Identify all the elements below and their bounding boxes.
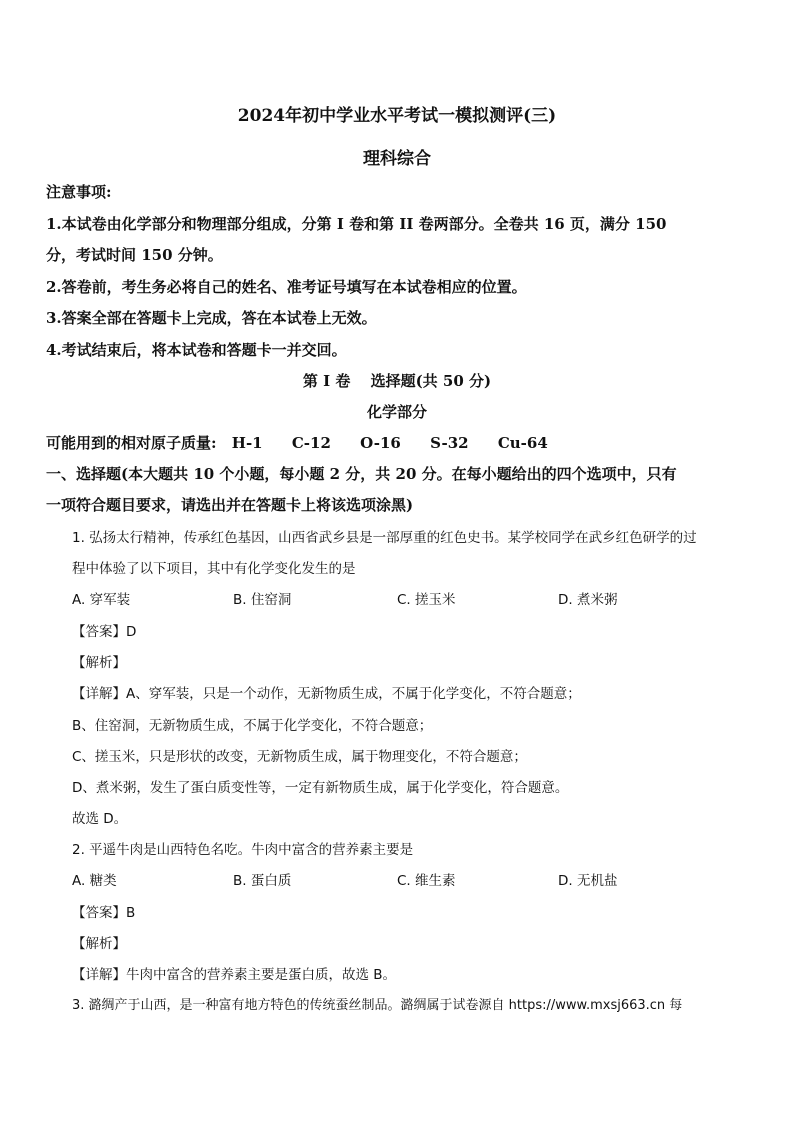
q1-option-c: C. 搓玉米 bbox=[397, 592, 456, 608]
atomic-mass-h: H-1 bbox=[231, 434, 263, 452]
q2-option-d: D. 无机盐 bbox=[558, 873, 618, 889]
q3-stem: 3. 潞绸产于山西，是一种富有地方特色的传统蚕丝制品。潞绸属于试卷源自 https://www.mxsj663.cn 每 bbox=[72, 998, 683, 1013]
atomic-mass-s: S-32 bbox=[430, 434, 469, 452]
q1-detail-line-1 bbox=[72, 682, 581, 702]
q2-options bbox=[0, 869, 794, 889]
notice-item-1-line-2: 分，考试时间 150 分钟。 bbox=[46, 246, 223, 264]
q2-option-c: C. 维生素 bbox=[397, 873, 456, 889]
q2-detail-text: 牛肉中富含的营养素主要是蛋白质，故选 B。 bbox=[126, 967, 397, 983]
atomic-mass-cu: Cu-64 bbox=[497, 434, 548, 452]
q1-answer bbox=[72, 620, 136, 640]
notice-item-4: 4.考试结束后，将本试卷和答题卡一并交回。 bbox=[46, 341, 347, 359]
q2-answer-tag: 【答案】 bbox=[72, 905, 126, 921]
q1-detail-line-4: D、煮米粥，发生了蛋白质变性等，一定有新物质生成，属于化学变化，符合题意。 bbox=[72, 780, 569, 796]
q1-detail-text-1: A、穿军装，只是一个动作，无新物质生成，不属于化学变化，不符合题意； bbox=[126, 686, 581, 702]
q1-options bbox=[0, 588, 794, 608]
q2-option-b: B. 蛋白质 bbox=[233, 873, 292, 889]
q1-detail-tag: 【详解】 bbox=[72, 686, 126, 702]
q1-conclusion: 故选 D。 bbox=[72, 811, 128, 827]
page-title: 2024年初中学业水平考试一模拟测评(三) bbox=[237, 106, 557, 126]
atomic-mass-c: C-12 bbox=[291, 434, 331, 452]
q1-option-b: B. 住窑洞 bbox=[233, 592, 292, 608]
q2-analysis-tag: 【解析】 bbox=[72, 936, 126, 952]
volume-heading: 第 I 卷 选择题(共 50 分) bbox=[302, 372, 492, 390]
instruction-line-2: 一项符合题目要求，请选出并在答题卡上将该选项涂黑) bbox=[46, 496, 414, 514]
q1-detail-line-3: C、搓玉米，只是形状的改变，无新物质生成，属于物理变化，不符合题意； bbox=[72, 749, 527, 765]
q1-detail-line-2: B、住窑洞，无新物质生成，不属于化学变化，不符合题意； bbox=[72, 718, 433, 734]
q2-option-a: A. 糖类 bbox=[72, 873, 117, 889]
q2-answer bbox=[72, 901, 135, 921]
q1-answer-value: D bbox=[126, 624, 137, 640]
q1-analysis-tag: 【解析】 bbox=[72, 655, 126, 671]
q2-detail bbox=[72, 963, 396, 983]
atomic-mass-o: O-16 bbox=[360, 434, 401, 452]
page-subtitle: 理科综合 bbox=[363, 149, 431, 169]
q1-option-a: A. 穿军装 bbox=[72, 592, 131, 608]
atomic-masses bbox=[46, 432, 572, 453]
q1-stem-line-2: 程中体验了以下项目，其中有化学变化发生的是 bbox=[72, 561, 356, 577]
notice-heading: 注意事项: bbox=[46, 183, 112, 201]
q1-option-d: D. 煮米粥 bbox=[558, 592, 618, 608]
atomic-masses-label: 可能用到的相对原子质量: bbox=[46, 434, 217, 452]
q2-detail-tag: 【详解】 bbox=[72, 967, 126, 983]
q2-stem: 2. 平遥牛肉是山西特色名吃。牛肉中富含的营养素主要是 bbox=[72, 842, 414, 858]
notice-item-1-line-1: 1.本试卷由化学部分和物理部分组成，分第 I 卷和第 II 卷两部分。全卷共 16 页，满分 150 bbox=[46, 215, 667, 233]
q1-stem-line-1: 1. 弘扬太行精神，传承红色基因，山西省武乡县是一部厚重的红色史书。某学校同学在武乡红色研学的过 bbox=[72, 530, 697, 546]
q2-answer-value: B bbox=[126, 905, 136, 921]
notice-item-3: 3.答案全部在答题卡上完成，答在本试卷上无效。 bbox=[46, 309, 377, 327]
part-heading: 化学部分 bbox=[366, 403, 427, 421]
notice-item-2: 2.答卷前，考生务必将自己的姓名、准考证号填写在本试卷相应的位置。 bbox=[46, 278, 527, 296]
q1-answer-tag: 【答案】 bbox=[72, 624, 126, 640]
instruction-line-1: 一、选择题(本大题共 10 个小题，每小题 2 分，共 20 分。在每小题给出的四个选项中，只有 bbox=[46, 465, 677, 483]
